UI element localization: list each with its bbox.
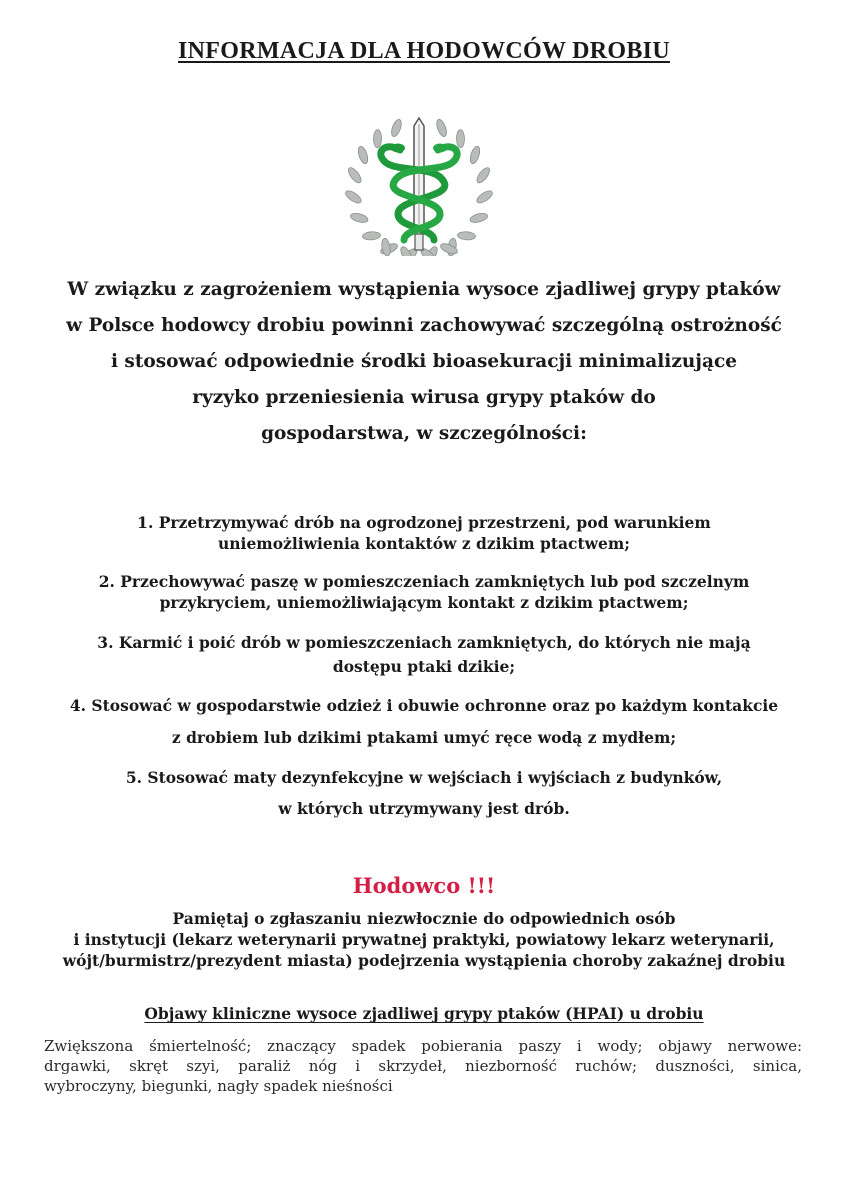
symptoms-heading-text: Objawy kliniczne wysoce zjadliwej grypy ptaków (HPAI) u drobiu xyxy=(144,1004,704,1023)
list-item-line: przykryciem, uniemożliwiającym kontakt z dzikim ptactwem; xyxy=(159,593,689,612)
laurel-leaf xyxy=(469,212,488,224)
symptoms-line: drgawki, skręt szyi, paraliż nóg i skrzydeł, niezborność ruchów; duszności, sinica, xyxy=(44,1057,802,1075)
laurel-leaf xyxy=(475,189,494,206)
list-item xyxy=(30,631,818,679)
laurel-leaf xyxy=(457,231,476,240)
list-item-line: 2. Przechowywać paszę w pomieszczeniach zamkniętych lub pod szczelnym xyxy=(98,572,750,591)
list-item-line: uniemożliwienia kontaktów z dzikim ptactwem; xyxy=(218,534,630,553)
laurel-leaf xyxy=(390,118,404,138)
laurel-leaf xyxy=(349,212,368,224)
symptoms-heading xyxy=(0,1004,848,1023)
document-title xyxy=(0,38,848,65)
intro-line: ryzyko przeniesienia wirusa grypy ptaków do xyxy=(192,387,656,408)
laurel-leaf xyxy=(373,130,381,148)
laurel-leaf xyxy=(475,166,492,185)
warning-heading: Hodowco !!! xyxy=(352,873,496,898)
laurel-leaf xyxy=(344,189,363,206)
list-item-line: 3. Karmić i poić drób w pomieszczeniach zamkniętych, do których nie mają xyxy=(97,633,751,652)
symptoms-line: Zwiększona śmiertelność; znaczący spadek pobierania paszy i wody; objawy nerwowe: xyxy=(44,1037,802,1055)
laurel-leaf xyxy=(468,145,481,165)
veterinary-emblem-icon xyxy=(338,110,500,256)
list-item-line: dostępu ptaki dzikie; xyxy=(332,657,516,676)
laurel-leaf xyxy=(362,231,381,240)
list-item-line: 1. Przetrzymywać drób na ogrodzonej przestrzeni, pod warunkiem xyxy=(137,513,711,532)
symptoms-paragraph xyxy=(44,1036,802,1096)
intro-paragraph xyxy=(30,272,818,452)
notice-paragraph xyxy=(20,908,828,971)
laurel-leaf xyxy=(356,145,369,165)
list-item xyxy=(30,762,818,824)
intro-line: W związku z zagrożeniem wystąpienia wysoce zjadliwej grypy ptaków xyxy=(67,279,781,300)
notice-line: Pamiętaj o zgłaszaniu niezwłocznie do odpowiednich osób xyxy=(172,909,676,928)
document-title-text: INFORMACJA DLA HODOWCÓW DROBIU xyxy=(178,38,670,64)
list-item-line: 5. Stosować maty dezynfekcyjne w wejściach i wyjściach z budynków, xyxy=(125,768,723,787)
list-item xyxy=(30,512,818,554)
intro-line: w Polsce hodowcy drobiu powinni zachowywać szczególną ostrożność xyxy=(66,315,782,336)
notice-line: i instytucji (lekarz weterynarii prywatnej praktyki, powiatowy lekarz weterynarii, xyxy=(73,930,775,949)
laurel-leaf xyxy=(456,130,464,148)
laurel-leaf xyxy=(346,166,363,185)
list-item xyxy=(30,690,818,754)
list-item-line: w których utrzymywany jest drób. xyxy=(278,799,570,818)
intro-line: gospodarstwa, w szczególności: xyxy=(261,423,587,444)
symptoms-line: wybroczyny, biegunki, nagły spadek nieśności xyxy=(44,1077,393,1095)
laurel-leaf xyxy=(435,118,449,138)
list-item-line: 4. Stosować w gospodarstwie odzież i obuwie ochronne oraz po każdym kontakcie xyxy=(69,696,779,715)
notice-line: wójt/burmistrz/prezydent miasta) podejrzenia wystąpienia choroby zakaźnej drobiu xyxy=(62,951,786,970)
intro-line: i stosować odpowiednie środki bioasekuracji minimalizujące xyxy=(110,351,738,372)
list-item-line: z drobiem lub dzikimi ptakami umyć ręce wodą z mydłem; xyxy=(171,728,677,747)
list-item xyxy=(30,571,818,613)
